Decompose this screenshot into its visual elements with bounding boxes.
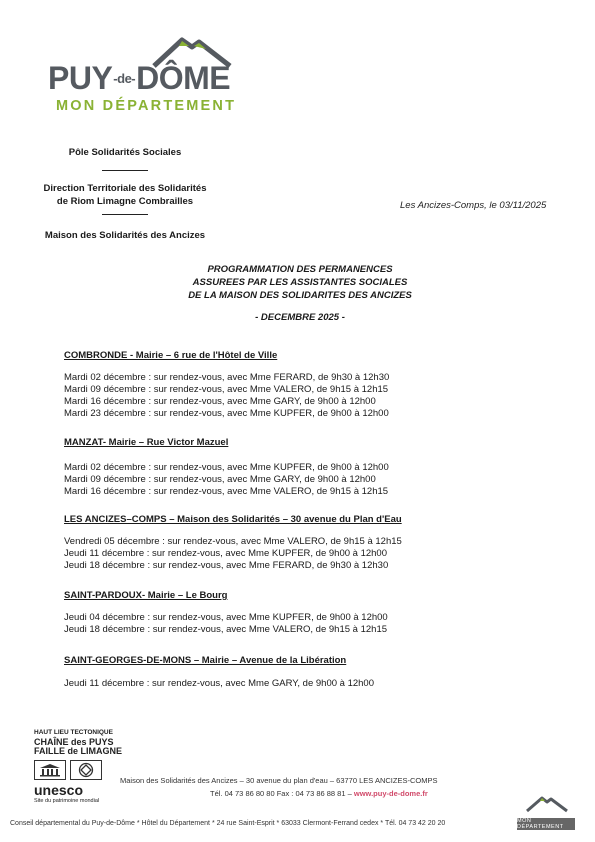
heritage-line-2: FAILLE de LIMAGNE [34,746,123,756]
schedule-line: Jeudi 18 décembre : sur rendez-vous, avec Mme FERARD, de 9h30 à 12h30 [64,560,389,571]
schedule-line: Jeudi 04 décembre : sur rendez-vous, avec Mme KUPFER, de 9h00 à 12h00 [64,612,388,623]
direction-line-1: Direction Territoriale des Solidarités [43,183,207,194]
logo-wordmark [48,62,230,95]
schedule-line: Mardi 09 décembre : sur rendez-vous, avec Mme GARY, de 9h00 à 12h00 [64,474,376,485]
schedule-line: Mardi 16 décembre : sur rendez-vous, avec Mme VALERO, de 9h15 à 12h15 [64,486,389,497]
title-line-2: ASSUREES PAR LES ASSISTANTES SOCIALES [192,277,408,288]
footer-phone: Tél. 04 73 86 80 80 Fax : 04 73 86 88 81 – [210,789,352,798]
divider [102,214,148,215]
section-les-ancizes-heading: LES ANCIZES–COMPS – Maison des Solidarités – 30 avenue du Plan d'Eau [64,514,402,525]
unesco-temple-icon [34,760,66,780]
department-logo [48,34,268,124]
direction-label [30,182,220,208]
schedule-line: Mardi 23 décembre : sur rendez-vous, avec Mme KUPFER, de 9h00 à 12h00 [64,408,389,419]
footer-institution-line: Conseil départemental du Puy-de-Dôme * Hôtel du Département * 24 rue Saint-Esprit * 63033 Clermont-Ferrand cedex * Tél. 04 73 42 20 20 [10,820,446,827]
small-mountain-logo-icon [525,793,569,813]
unesco-wordmark: unesco [34,782,84,798]
maison-label: Maison des Solidarités des Ancizes [44,230,206,241]
direction-line-2: de Riom Limagne Combrailles [56,196,194,207]
document-date: Les Ancizes-Comps, le 03/11/2025 [400,200,547,211]
schedule-line: Mardi 16 décembre : sur rendez-vous, avec Mme GARY, de 9h00 à 12h00 [64,396,376,407]
schedule-line: Vendredi 05 décembre : sur rendez-vous, avec Mme VALERO, de 9h15 à 12h15 [64,536,402,547]
unesco-subtitle: Site du patrimoine mondial [34,798,100,804]
schedule-line: Jeudi 18 décembre : sur rendez-vous, avec Mme VALERO, de 9h15 à 12h15 [64,624,388,635]
section-manzat-heading: MANZAT- Mairie – Rue Victor Mazuel [64,437,229,448]
footer-website-link[interactable]: www.puy-de-dome.fr [353,789,428,798]
pole-label: Pôle Solidarités Sociales [68,147,182,158]
footer-badge: MON DÉPARTEMENT [517,818,575,830]
divider [102,170,148,171]
footer-contact [210,789,428,798]
logo-subtitle: MON DÉPARTEMENT [56,98,237,114]
section-saint-pardoux-heading: SAINT-PARDOUX- Mairie – Le Bourg [64,590,228,601]
heritage-line-1: CHAÎNE des PUYS [34,737,114,747]
section-saint-georges-heading: SAINT-GEORGES-DE-MONS – Mairie – Avenue de la Libération [64,655,347,666]
month-title: - DECEMBRE 2025 - [255,312,345,323]
schedule-line: Jeudi 11 décembre : sur rendez-vous, avec Mme KUPFER, de 9h00 à 12h00 [64,548,387,559]
heritage-tagline: HAUT LIEU TECTONIQUE [34,729,113,736]
schedule-line: Jeudi 11 décembre : sur rendez-vous, avec Mme GARY, de 9h00 à 12h00 [64,678,374,689]
footer-address: Maison des Solidarités des Ancizes – 30 avenue du plan d'eau – 63770 LES ANCIZES-COMPS [120,776,438,785]
logo-text-puy: PUY [48,60,113,96]
schedule-line: Mardi 02 décembre : sur rendez-vous, avec Mme KUPFER, de 9h00 à 12h00 [64,462,389,473]
heritage-emblems [34,760,102,780]
document-title [140,263,460,302]
logo-text-de: -de- [113,71,136,86]
world-heritage-emblem-icon [70,760,102,780]
title-line-3: DE LA MAISON DES SOLIDARITES DES ANCIZES [188,290,412,301]
schedule-line: Mardi 02 décembre : sur rendez-vous, avec Mme FERARD, de 9h30 à 12h30 [64,372,390,383]
title-line-1: PROGRAMMATION DES PERMANENCES [207,264,393,275]
section-combronde-heading: COMBRONDE - Mairie – 6 rue de l'Hôtel de Ville [64,350,278,361]
schedule-line: Mardi 09 décembre : sur rendez-vous, avec Mme VALERO, de 9h15 à 12h15 [64,384,389,395]
logo-text-dome: DÔME [136,60,231,96]
